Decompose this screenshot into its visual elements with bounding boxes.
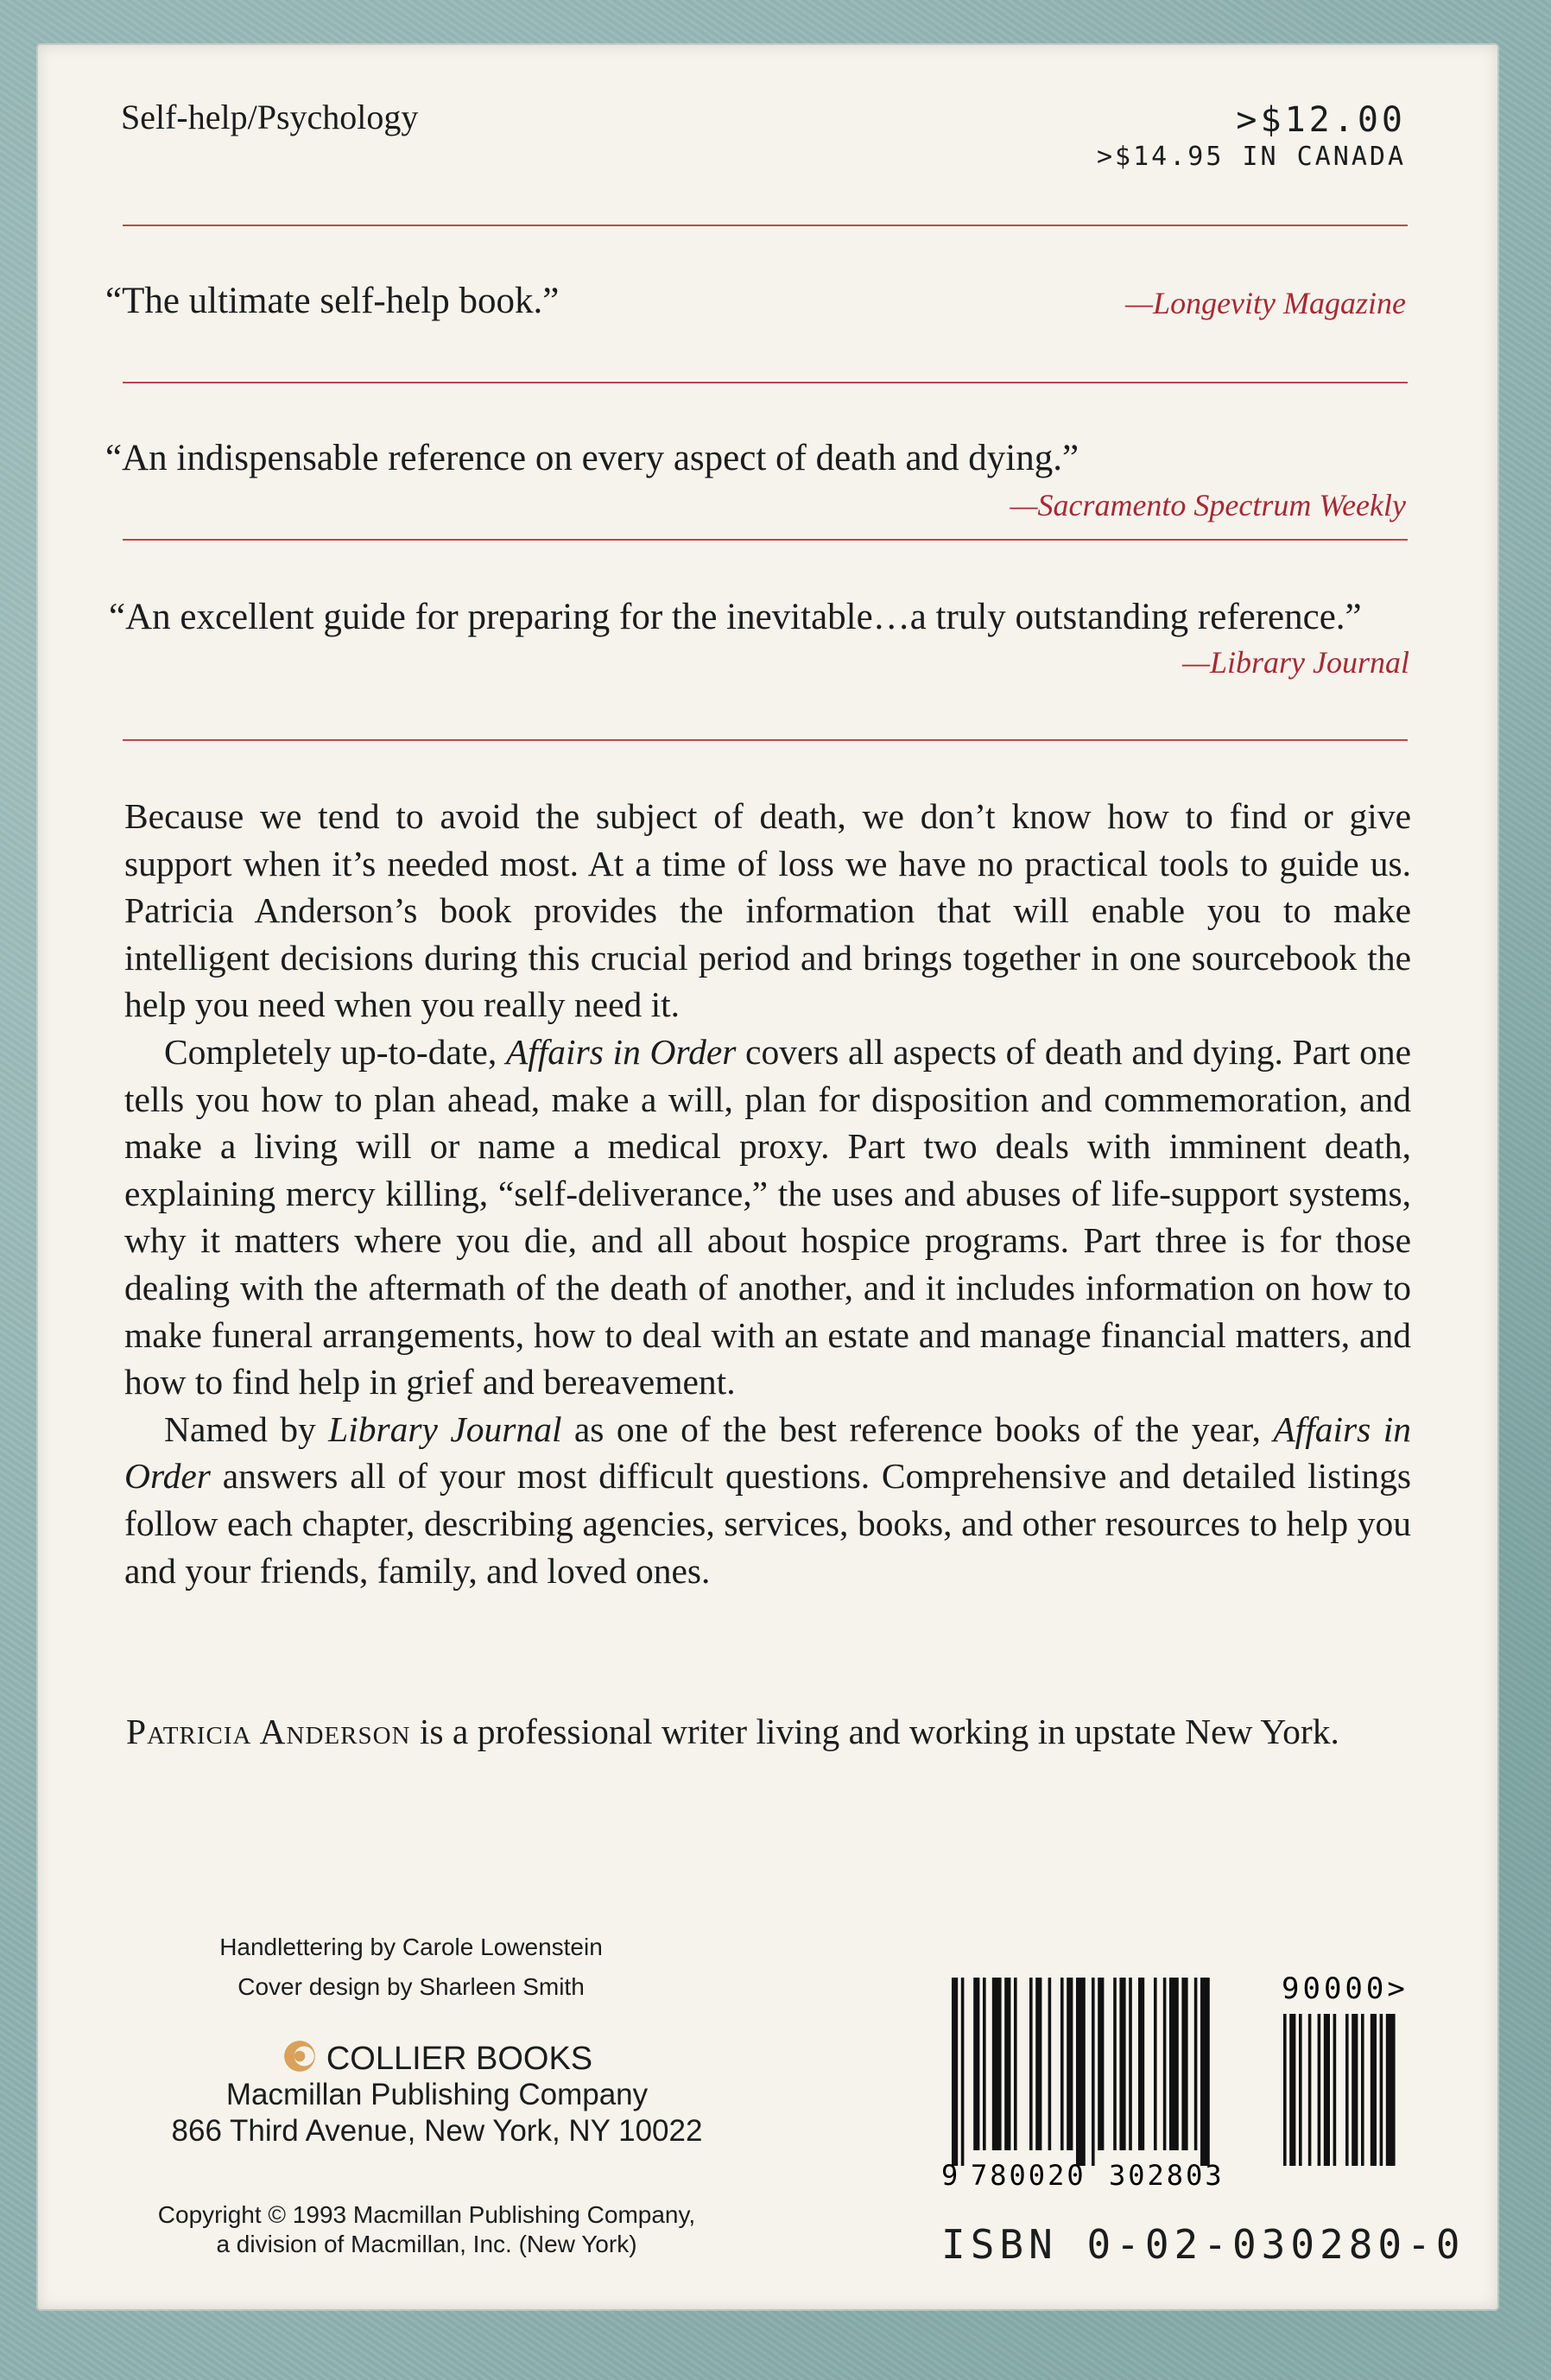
divider-rule bbox=[123, 739, 1408, 741]
quote-2-source: —Sacramento Spectrum Weekly bbox=[1010, 488, 1406, 522]
barcode-bar bbox=[1060, 1978, 1064, 2150]
barcode-left-digits: 780020 bbox=[971, 2159, 1086, 2192]
price-canada: >$14.95 IN CANADA bbox=[1096, 142, 1406, 172]
addon-bar bbox=[1371, 2014, 1377, 2166]
barcode-bar bbox=[1154, 1978, 1157, 2150]
barcode-bar bbox=[1119, 1978, 1125, 2150]
text-run: answers all of your most difficult questions. Comprehensive and detailed listings follow each chapter, describing agencies, services, books, and other resources to help you and your friends, family, and loved ones. bbox=[124, 1456, 1411, 1591]
journal-title: Library Journal bbox=[328, 1408, 562, 1449]
barcode-bar bbox=[983, 1978, 986, 2150]
book-title: Affairs in Order bbox=[505, 1031, 737, 1072]
description-paragraph-2 bbox=[124, 1029, 1411, 1406]
book-title: Affairs in Order bbox=[124, 1408, 1411, 1497]
barcode-bar bbox=[992, 1978, 1002, 2150]
barcode-bar bbox=[1004, 1978, 1010, 2150]
barcode-bar bbox=[1098, 1978, 1104, 2150]
text-run: covers all aspects of death and dying. Part one tells you how to plan ahead, make a will, plan for disposition and commemoration, and make a living will or name a medical proxy. Part two deals with imminent death, explaining mercy killing, “self-deliverance,” the uses and abuses of life-support systems, why it matters where you die, and all about hospice programs. Part three is for those dealing with the aftermath of the death of another, and it includes information on how to make funeral arrangements, how to deal with an estate and manage financial matters, and how to find help in grief and bereavement. bbox=[124, 1031, 1412, 1402]
divider-rule bbox=[123, 225, 1408, 226]
barcode-bar bbox=[1029, 1978, 1033, 2150]
addon-bar bbox=[1283, 2014, 1287, 2166]
quote-3-text: “An excellent guide for preparing for the inevitable…a truly outstanding reference.” bbox=[109, 597, 1362, 637]
author-name: Patricia Anderson bbox=[126, 1712, 411, 1751]
addon-bar bbox=[1345, 2014, 1349, 2166]
divider-rule bbox=[123, 382, 1408, 383]
quote-1-source: —Longevity Magazine bbox=[1125, 286, 1406, 320]
collier-logo-icon bbox=[282, 2038, 318, 2074]
barcode-bar bbox=[1014, 1978, 1017, 2150]
category-label: Self-help/Psychology bbox=[121, 98, 419, 136]
barcode-bar bbox=[1067, 1978, 1073, 2150]
quote-3-source: —Library Journal bbox=[1181, 645, 1409, 680]
barcode-bar bbox=[1138, 1978, 1144, 2150]
addon-bar bbox=[1308, 2014, 1312, 2166]
addon-bar bbox=[1386, 2014, 1396, 2166]
barcode-bar bbox=[1181, 1978, 1187, 2150]
barcode-bar bbox=[961, 1978, 965, 2166]
barcode-bar bbox=[1092, 1978, 1095, 2166]
barcode-bar bbox=[973, 1978, 979, 2150]
description bbox=[124, 793, 1411, 1594]
barcode-right-digits: 302803 bbox=[1109, 2159, 1225, 2192]
divider-rule bbox=[123, 539, 1408, 541]
design-credit: Cover design by Sharleen Smith bbox=[237, 1973, 585, 2000]
addon-bar bbox=[1289, 2014, 1295, 2166]
barcode-bar bbox=[1113, 1978, 1117, 2150]
price-block bbox=[1097, 100, 1406, 172]
text-run: as one of the best reference books of the year, bbox=[561, 1408, 1274, 1449]
addon-bar bbox=[1299, 2014, 1302, 2166]
copyright-line-1: Copyright © 1993 Macmillan Publishing Company, bbox=[157, 2201, 696, 2228]
text-run: Named by bbox=[164, 1408, 329, 1449]
barcode-bar bbox=[1163, 1978, 1167, 2150]
barcode-bar bbox=[1035, 1978, 1041, 2150]
addon-bar bbox=[1352, 2014, 1358, 2166]
publisher-name: Macmillan Publishing Company bbox=[225, 2078, 649, 2111]
barcode-bar bbox=[1129, 1978, 1132, 2150]
barcode-bar bbox=[952, 1978, 958, 2166]
barcode-bar bbox=[1076, 1978, 1086, 2166]
barcode-first-digit: 9 bbox=[941, 2159, 959, 2192]
isbn-number: ISBN 0-02-030280-0 bbox=[941, 2221, 1466, 2268]
quote-1-text: “The ultimate self-help book.” bbox=[105, 281, 560, 321]
lettering-credit: Handlettering by Carole Lowenstein bbox=[219, 1934, 603, 1960]
imprint-name: COLLIER BOOKS bbox=[326, 2041, 593, 2077]
author-bio bbox=[126, 1708, 1411, 1756]
description-paragraph-3 bbox=[124, 1406, 1411, 1594]
addon-bar bbox=[1333, 2014, 1337, 2166]
addon-bar bbox=[1318, 2014, 1321, 2166]
addon-bar bbox=[1324, 2014, 1330, 2166]
publisher-address: 866 Third Avenue, New York, NY 10022 bbox=[171, 2114, 703, 2148]
imprint-line bbox=[152, 2038, 722, 2077]
barcode bbox=[910, 1969, 1428, 2193]
barcode-bar bbox=[1169, 1978, 1179, 2150]
author-bio-text: is a professional writer living and working in upstate New York. bbox=[410, 1712, 1339, 1751]
copyright bbox=[117, 2200, 736, 2259]
credits bbox=[152, 1927, 670, 2007]
addon-bar bbox=[1380, 2014, 1383, 2166]
description-paragraph-1: Because we tend to avoid the subject of death, we don’t know how to find or give support when it’s needed most. At a time of loss we have no practical tools to guide us. Patricia Anderson’s book provides the information that will enable you to make intelligent decisions during this crucial period and brings together in one sourcebook the help you need when you really need it. bbox=[124, 796, 1411, 1025]
barcode-bar bbox=[1200, 1978, 1210, 2166]
quote-2-text: “An indispensable reference on every aspect of death and dying.” bbox=[105, 438, 1079, 478]
barcode-graphic bbox=[910, 1969, 1428, 2193]
price-us: >$12.00 bbox=[1236, 100, 1406, 140]
text-run: Completely up-to-date, bbox=[164, 1031, 506, 1072]
barcode-bar bbox=[1194, 1978, 1198, 2150]
copyright-line-2: a division of Macmillan, Inc. (New York) bbox=[216, 2231, 637, 2257]
barcode-bar bbox=[1048, 1978, 1052, 2150]
addon-bar bbox=[1361, 2014, 1364, 2166]
barcode-price-code: 90000> bbox=[1282, 1972, 1409, 2006]
publisher-block bbox=[152, 2038, 722, 2149]
